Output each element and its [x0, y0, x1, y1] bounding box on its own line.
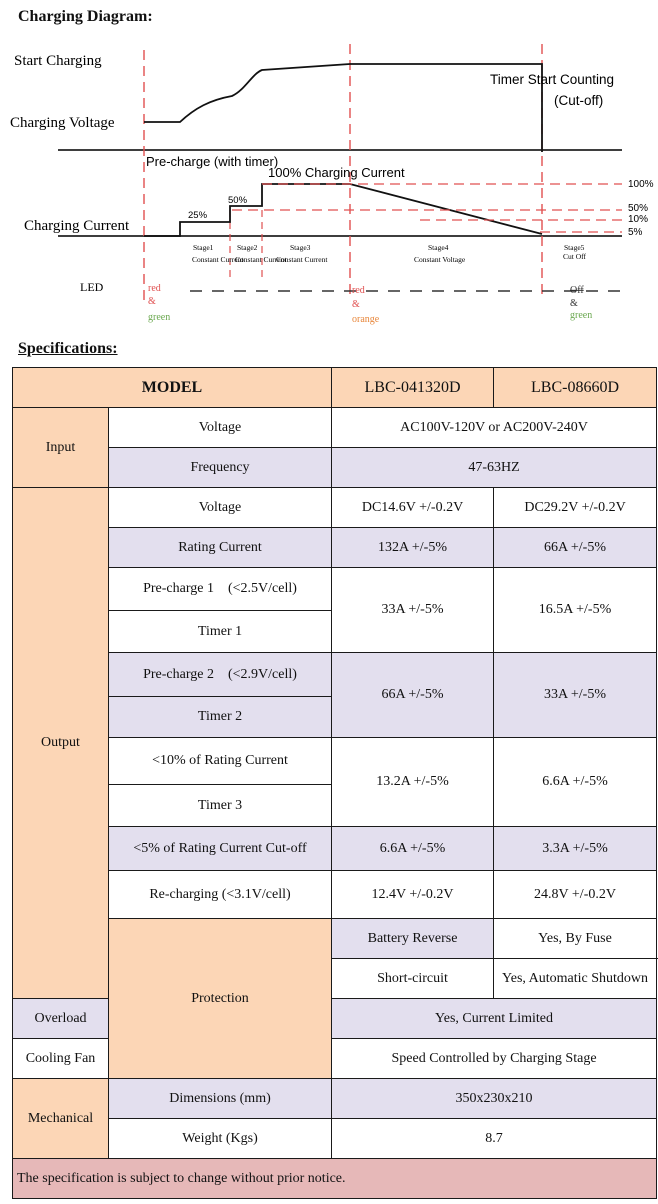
model-1-header: LBC-041320D	[332, 368, 494, 408]
charging-current-label: Charging Current	[24, 218, 130, 234]
spec-footnote: The specification is subject to change without prior notice.	[13, 1159, 657, 1199]
stage-labels	[192, 243, 586, 264]
table-row	[13, 528, 657, 568]
table-row	[13, 1119, 657, 1159]
overload-label: Overload	[13, 999, 109, 1039]
cut-off-label: (Cut-off)	[554, 93, 604, 108]
precharge2-label: Pre-charge 2 (<2.9V/cell)	[109, 653, 332, 697]
ten-percent-label: <10% of Rating Current	[109, 738, 332, 785]
battery-reverse-value: Yes, By Fuse	[494, 919, 657, 959]
led-label: LED	[80, 280, 104, 294]
led-a-line3: green	[148, 312, 171, 323]
five-percent-v2: 3.3A +/-5%	[494, 827, 657, 871]
stage1-name: Stage1	[193, 243, 214, 252]
recharging-v2: 24.8V +/-0.2V	[494, 871, 657, 919]
weight-label: Weight (Kgs)	[109, 1119, 332, 1159]
specifications-heading: Specifications:	[18, 340, 118, 357]
input-group-label: Input	[13, 408, 109, 488]
output-group-label: Output	[13, 488, 109, 999]
voltage-curve	[144, 64, 542, 152]
level-100-label: 100%	[628, 179, 654, 190]
five-percent-label: <5% of Rating Current Cut-off	[109, 827, 332, 871]
table-row	[13, 919, 657, 959]
model-header: MODEL	[13, 368, 332, 408]
led-b-line2: &	[352, 299, 360, 310]
stage3-mode: Constant Current	[276, 255, 328, 264]
led-a-line1: red	[148, 283, 161, 294]
stage5-mode: Cut Off	[563, 252, 586, 261]
level-lines	[232, 184, 622, 232]
precharge1-label: Pre-charge 1 (<2.5V/cell)	[109, 568, 332, 611]
output-voltage-v2: DC29.2V +/-0.2V	[494, 488, 657, 528]
timer-start-label: Timer Start Counting	[490, 72, 615, 87]
specifications-table	[12, 367, 657, 1199]
charging-voltage-label: Charging Voltage	[10, 115, 115, 131]
table-row	[13, 871, 657, 919]
table-row	[13, 1159, 657, 1199]
input-frequency-label: Frequency	[109, 448, 332, 488]
dimensions-label: Dimensions (mm)	[109, 1079, 332, 1119]
table-row	[13, 827, 657, 871]
protection-group-label: Protection	[109, 919, 332, 1079]
rating-current-v1: 132A +/-5%	[332, 528, 494, 568]
overload-value: Yes, Current Limited	[332, 999, 657, 1039]
start-charging-label: Start Charging	[14, 53, 102, 69]
stage3-name: Stage3	[290, 243, 311, 252]
stage4-mode: Constant Voltage	[414, 255, 466, 264]
stage5-name: Stage5	[564, 243, 585, 252]
five-percent-v1: 6.6A +/-5%	[332, 827, 494, 871]
short-circuit-value: Yes, Automatic Shutdown	[494, 959, 657, 999]
short-circuit-label: Short-circuit	[332, 959, 494, 999]
step-25-label: 25%	[188, 210, 208, 221]
table-row	[13, 653, 657, 697]
precharge2-v1: 66A +/-5%	[332, 653, 494, 738]
led-c-line2: &	[570, 298, 578, 309]
led-b-line3: orange	[352, 314, 380, 325]
stage4-name: Stage4	[428, 243, 449, 252]
full-current-label: 100% Charging Current	[268, 165, 405, 180]
charging-diagram	[0, 30, 658, 330]
table-row	[13, 738, 657, 785]
led-states	[148, 283, 592, 325]
stage2-name: Stage2	[237, 243, 258, 252]
timer2-label: Timer 2	[109, 697, 332, 738]
dimensions-value: 350x230x210	[332, 1079, 657, 1119]
recharging-label: Re-charging (<3.1V/cell)	[109, 871, 332, 919]
table-row	[13, 408, 657, 448]
cooling-fan-value: Speed Controlled by Charging Stage	[332, 1039, 657, 1079]
led-c-line1: Off	[570, 285, 584, 296]
step-50-label: 50%	[228, 195, 248, 206]
recharging-v1: 12.4V +/-0.2V	[332, 871, 494, 919]
input-frequency-value: 47-63HZ	[332, 448, 657, 488]
timer1-label: Timer 1	[109, 611, 332, 653]
mechanical-group-label: Mechanical	[13, 1079, 109, 1159]
led-c-line3: green	[570, 310, 593, 321]
table-row	[13, 568, 657, 611]
level-50-label: 50%	[628, 203, 649, 214]
input-voltage-value: AC100V-120V or AC200V-240V	[332, 408, 657, 448]
precharge-label: Pre-charge (with timer)	[146, 154, 279, 169]
precharge1-v1: 33A +/-5%	[332, 568, 494, 653]
stage1-mode: Constant Current	[192, 255, 244, 264]
battery-reverse-label: Battery Reverse	[332, 919, 494, 959]
output-voltage-v1: DC14.6V +/-0.2V	[332, 488, 494, 528]
ten-percent-v1: 13.2A +/-5%	[332, 738, 494, 827]
led-a-line2: &	[148, 296, 156, 307]
table-row	[13, 368, 657, 408]
timer3-label: Timer 3	[109, 785, 332, 827]
input-voltage-label: Voltage	[109, 408, 332, 448]
led-b-line1: red	[352, 285, 365, 296]
cooling-fan-label: Cooling Fan	[13, 1039, 109, 1079]
level-5-label: 5%	[628, 227, 643, 238]
weight-value: 8.7	[332, 1119, 657, 1159]
output-voltage-label: Voltage	[109, 488, 332, 528]
table-row	[13, 488, 657, 528]
ten-percent-v2: 6.6A +/-5%	[494, 738, 657, 827]
rating-current-label: Rating Current	[109, 528, 332, 568]
model-2-header: LBC-08660D	[494, 368, 657, 408]
table-row	[13, 448, 657, 488]
table-row	[13, 1079, 657, 1119]
level-10-label: 10%	[628, 214, 649, 225]
precharge2-v2: 33A +/-5%	[494, 653, 657, 738]
precharge1-v2: 16.5A +/-5%	[494, 568, 657, 653]
rating-current-v2: 66A +/-5%	[494, 528, 657, 568]
stage2-mode: Constant Current	[235, 255, 287, 264]
charging-diagram-heading: Charging Diagram:	[18, 8, 153, 25]
